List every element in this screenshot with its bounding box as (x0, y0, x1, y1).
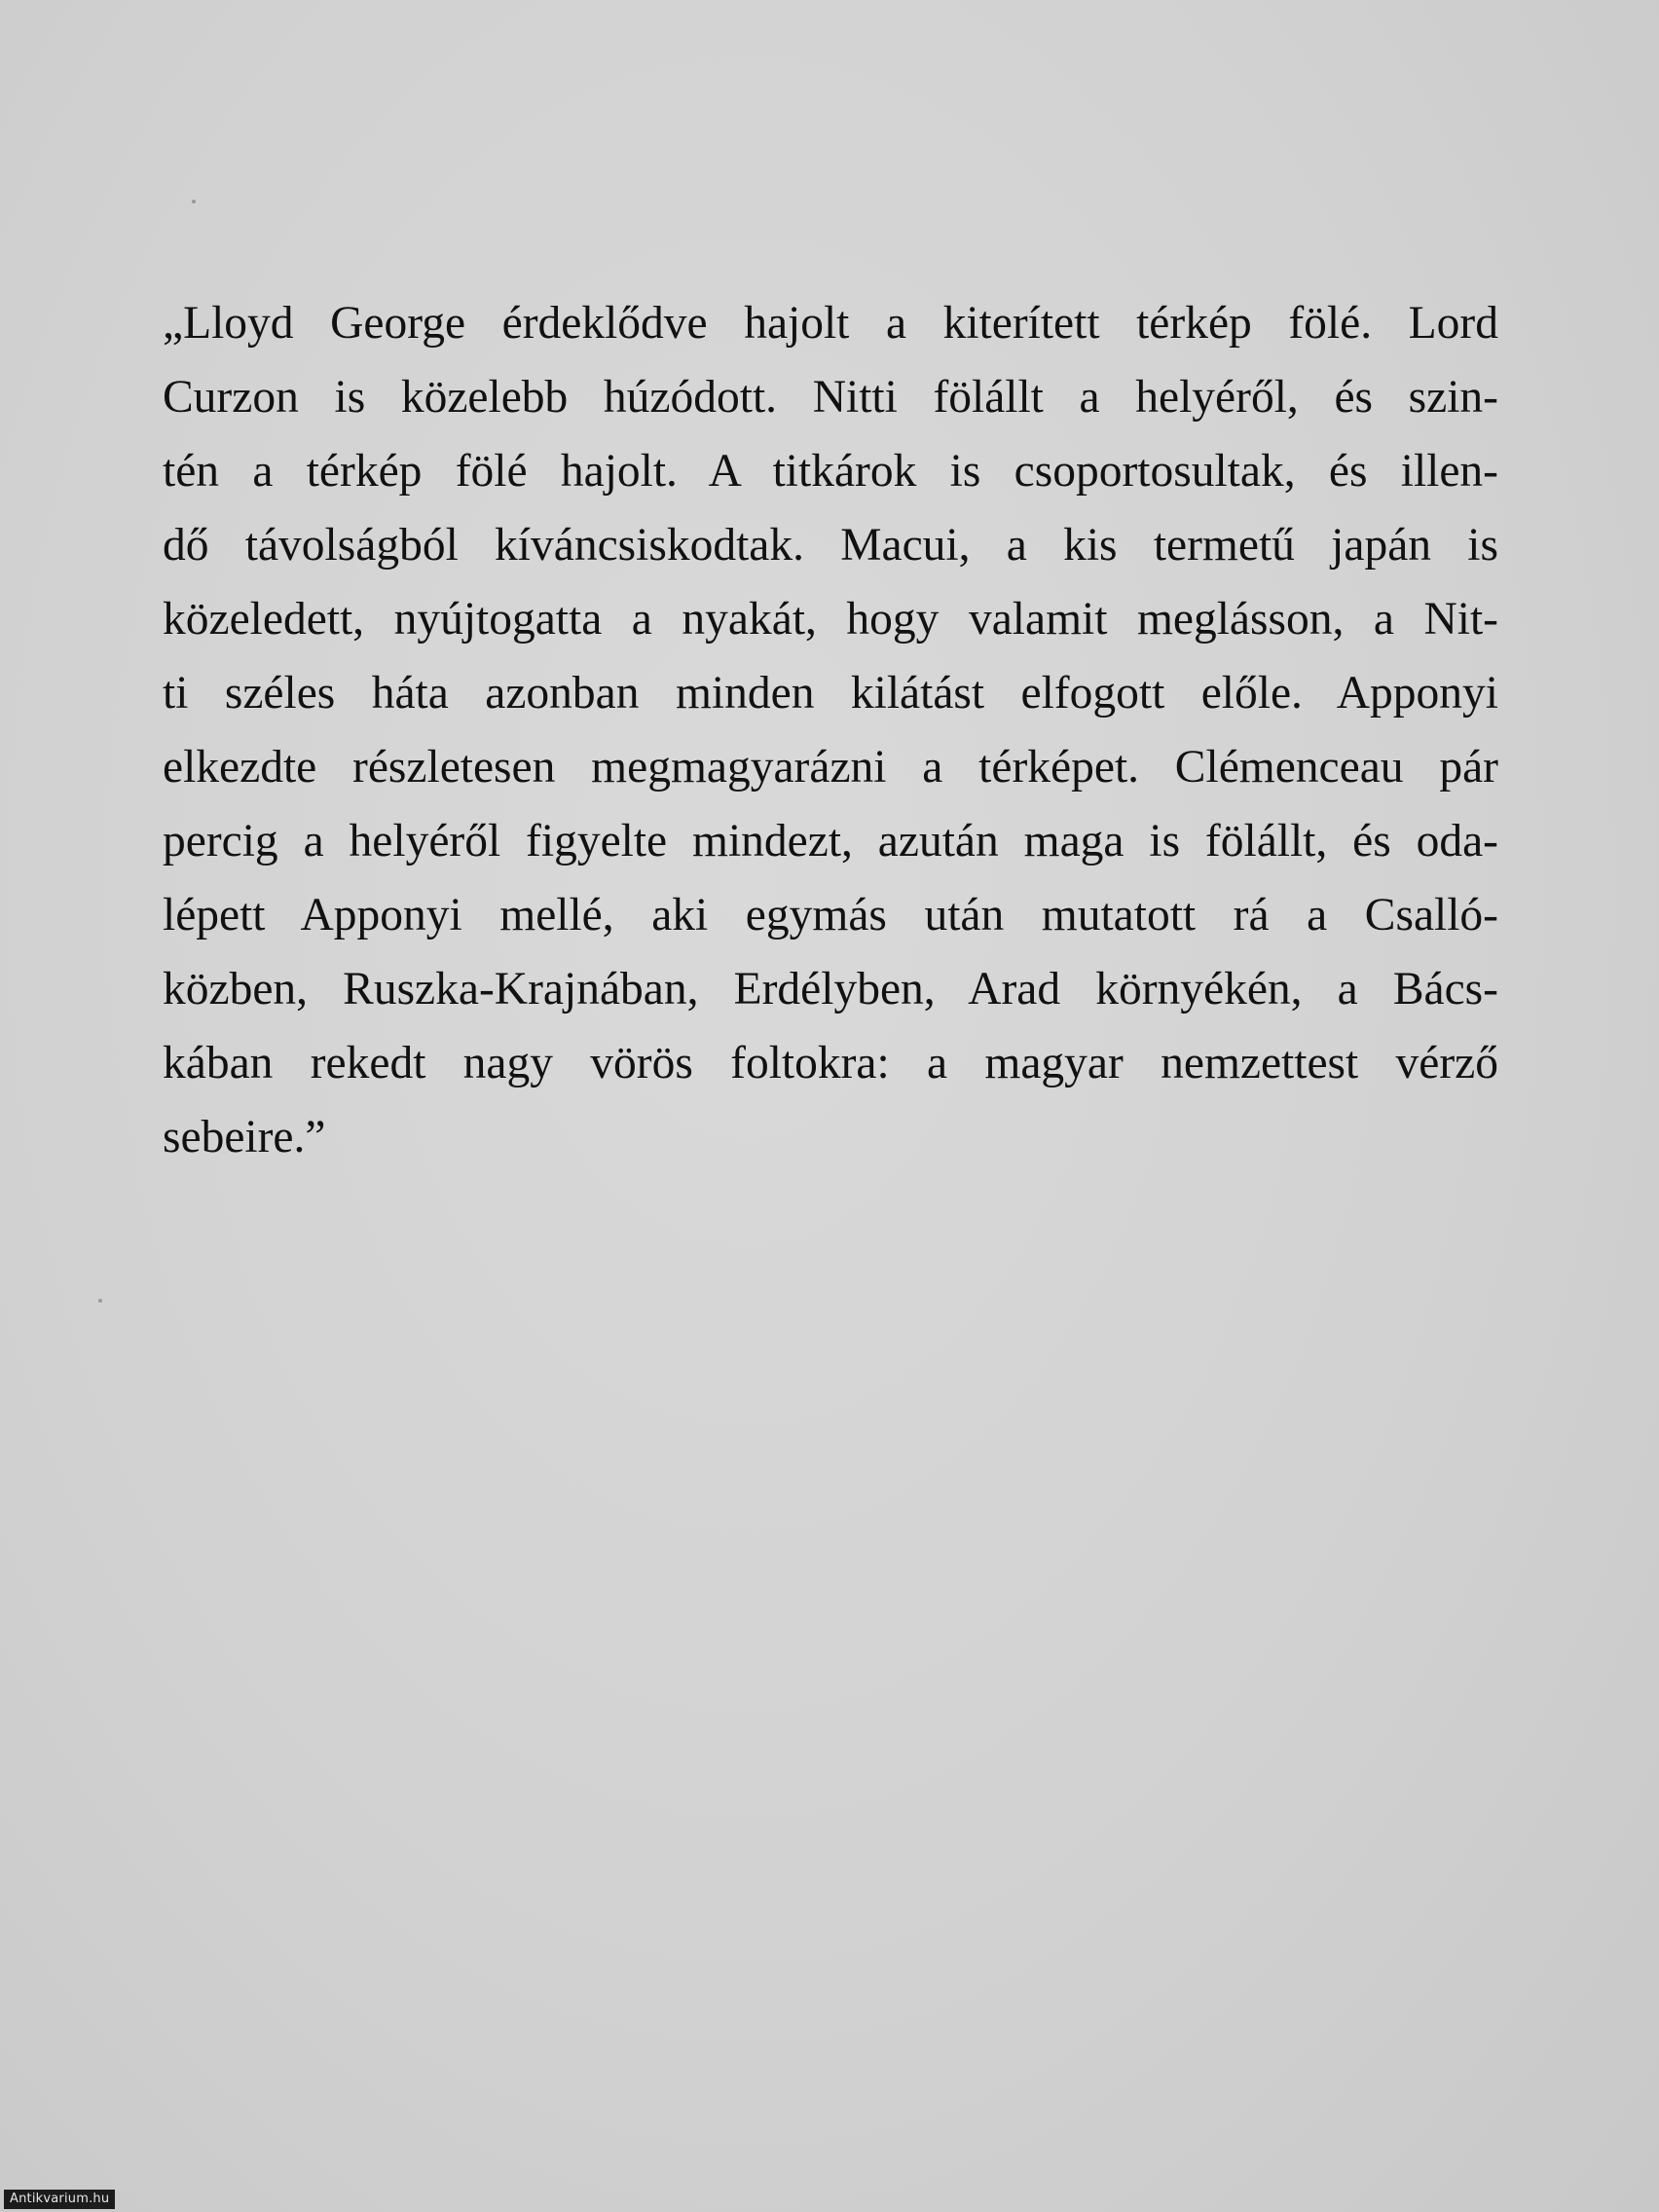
passage-line: ti széles háta azonban minden kilátást elfogott előle. Apponyi (163, 668, 1498, 719)
passage-line: sebeire.” (163, 1112, 326, 1162)
passage-line: közeledett, nyújtogatta a nyakát, hogy valamit meglásson, a Nit- (163, 594, 1498, 645)
quoted-passage (163, 286, 1498, 1174)
passage-line: kában rekedt nagy vörös foltokra: a magyar nemzettest vérző (163, 1038, 1498, 1088)
watermark-label: Antikvarium.hu (4, 2190, 115, 2209)
passage-line: lépett Apponyi mellé, aki egymás után mutatott rá a Csalló- (163, 890, 1498, 940)
passage-line: percig a helyéről figyelte mindezt, azután maga is fölállt, és oda- (163, 816, 1498, 866)
paper-speck (192, 200, 196, 203)
passage-line: elkezdte részletesen megmagyarázni a térképet. Clémenceau pár (163, 742, 1498, 793)
passage-line: tén a térkép fölé hajolt. A titkárok is csoportosultak, és illen- (163, 446, 1498, 497)
passage-line: közben, Ruszka-Krajnában, Erdélyben, Arad környékén, a Bács- (163, 964, 1498, 1014)
passage-line: Curzon is közelebb húzódott. Nitti fölállt a helyéről, és szin- (163, 372, 1498, 423)
passage-line: dő távolságból kíváncsiskodtak. Macui, a kis termetű japán is (163, 520, 1498, 571)
paper-speck (98, 1299, 102, 1303)
passage-line: „Lloyd George érdeklődve hajolt a kiterített térkép fölé. Lord (163, 298, 1498, 349)
